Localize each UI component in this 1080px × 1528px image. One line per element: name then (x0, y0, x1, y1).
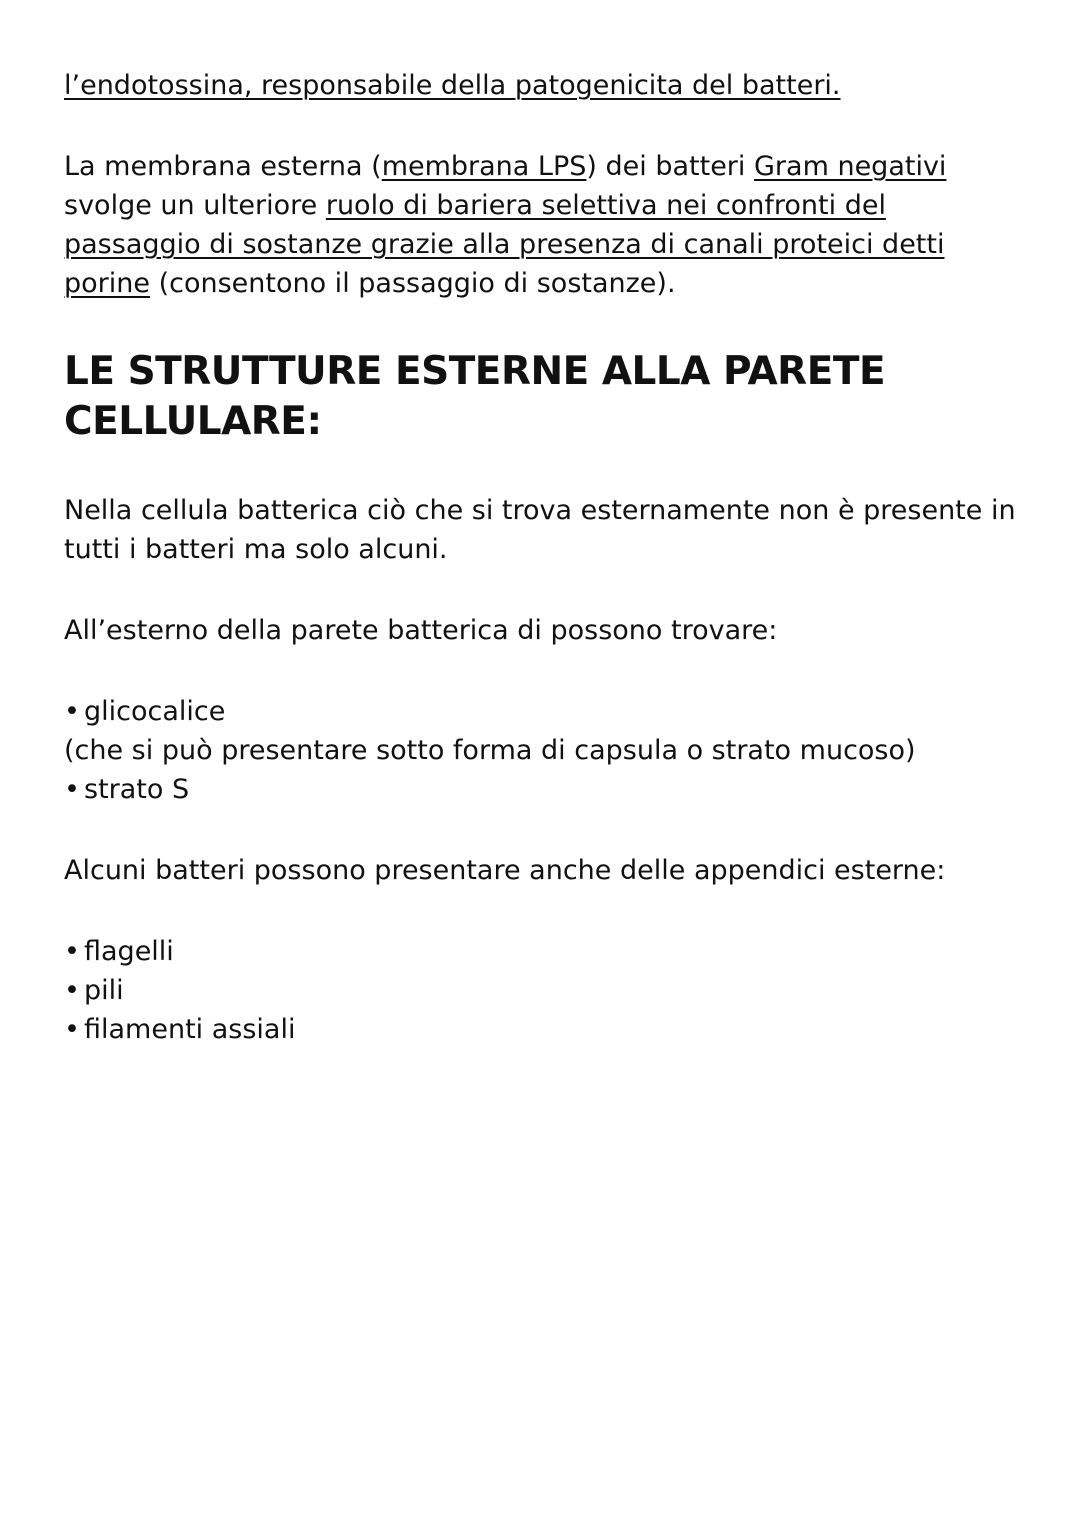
spacer (64, 809, 1024, 851)
list-item (64, 692, 1024, 731)
list-item-label: pili (84, 975, 124, 1006)
document-page (64, 66, 1024, 1049)
bullet: • (64, 936, 80, 967)
section-heading: LE STRUTTURE ESTERNE ALLA PARETE CELLULARE: (64, 349, 886, 444)
spacer (64, 303, 1024, 347)
text-fragment: (consentono il passaggio di sostanze). (149, 268, 676, 299)
wall-exterior-paragraph: All’esterno della parete batterica di possono trovare: (64, 615, 778, 646)
text-fragment: svolge un ulteriore (64, 190, 326, 221)
list-item (64, 770, 1024, 809)
spacer (64, 569, 1024, 611)
list-item-label: strato S (84, 774, 190, 805)
spacer (64, 650, 1024, 692)
lps-membrane-term: membrana LPS (381, 151, 587, 182)
list-item-label: filamenti assiali (84, 1014, 296, 1045)
selective-barrier-phrase: ruolo di bariera selettiva nei confronti del passaggio di sostanze grazie alla presenza di canali proteici detti porine (64, 190, 945, 299)
list-item-label: flagelli (84, 936, 174, 967)
bullet: • (64, 696, 80, 727)
gram-negative-term: Gram negativi (754, 151, 947, 182)
wall-structures-list (64, 692, 1024, 809)
spacer (64, 890, 1024, 932)
outer-membrane-paragraph (64, 147, 1024, 303)
list-item-note: (che si può presentare sotto forma di capsula o strato mucoso) (64, 735, 916, 766)
list-item (64, 1010, 1024, 1049)
text-fragment: ) dei batteri (586, 151, 754, 182)
bullet: • (64, 975, 80, 1006)
appendages-list (64, 932, 1024, 1049)
list-item (64, 971, 1024, 1010)
spacer (64, 447, 1024, 491)
bullet: • (64, 1014, 80, 1045)
endotoxin-line: l’endotossina, responsabile della patogenicita del batteri. (64, 70, 841, 101)
external-presence-paragraph: Nella cellula batterica ciò che si trova esternamente non è presente in tutti i batteri ma solo alcuni. (64, 495, 1016, 565)
bullet: • (64, 774, 80, 805)
appendages-intro-paragraph: Alcuni batteri possono presentare anche delle appendici esterne: (64, 855, 946, 886)
list-item (64, 932, 1024, 971)
list-item-label: glicocalice (84, 696, 226, 727)
spacer (64, 105, 1024, 147)
text-fragment: La membrana esterna ( (64, 151, 382, 182)
